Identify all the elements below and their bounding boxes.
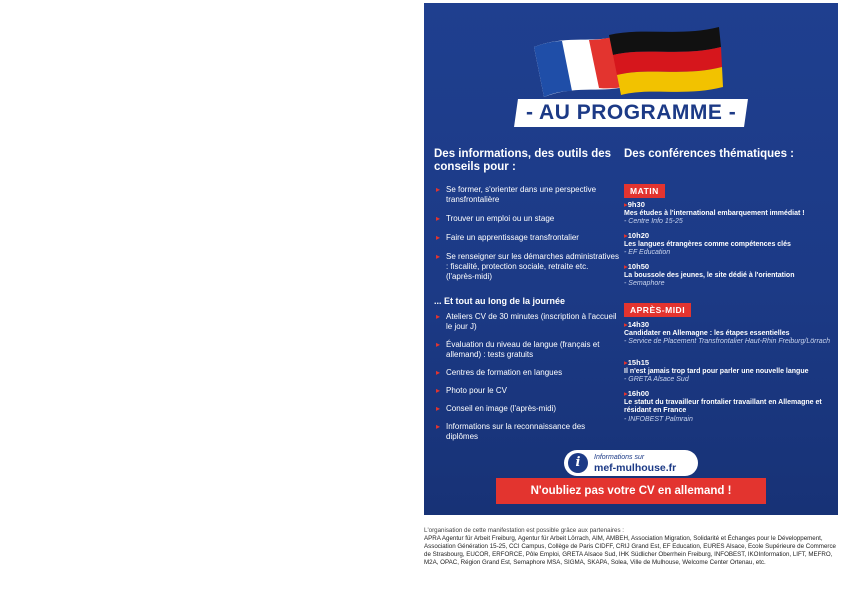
day-activities-list [434, 312, 619, 450]
talk-title: Il n'est jamais trop tard pour parler une nouvelle langue [624, 367, 809, 375]
morning-tag: MATIN [624, 184, 665, 198]
talk-time: ▸ 10h50 [624, 263, 834, 272]
partners-list: APRA Agentur für Arbeit Freiburg, Agentur für Arbeit Lörrach, AIM, AMBEH, Association Migration, Solidarité et Échanges pour le Développement, Association Génération 15-25, CCI Campus, Collège de Paris CIDFF, CRIJ Grand Est, EF Education, EURES Alsace, Ecole Supérieure de Commerce de Strasbourg, EUCOR, ERFORCE, Pôle Emploi, GRETA Alsace Sud, IHK Südlicher Oberrhein Freiburg, INFOBEST, IKOInformation, LIFT, MEFRO, M2A, OPAC, Région Grand Est, Semaphore MSA, SIGMA, SKAPA, Solea, Ville de Mulhouse, Welcome Center Ortenau, etc. [424, 535, 836, 566]
afternoon-tag: APRÈS-MIDI [624, 303, 691, 317]
website-link[interactable] [564, 450, 698, 476]
talk-speaker: - INFOBEST Palmrain [624, 415, 693, 423]
morning-talk [624, 201, 834, 227]
afternoon-talk [624, 321, 834, 347]
talk-time: ▸ 14h30 [624, 321, 834, 330]
talk-title: Candidater en Allemagne : les étapes essentielles [624, 329, 790, 337]
talk-title: Mes études à l'international embarquement immédiat ! [624, 209, 805, 217]
flyer [424, 3, 838, 515]
talk-speaker: - EF Education [624, 249, 671, 256]
info-icon: i [568, 453, 588, 473]
left-heading: Des informations, des outils des conseils pour : [434, 148, 612, 173]
list-item: ▸ Informations sur la reconnaissance des diplômes [434, 422, 619, 442]
list-item: ▸ Conseil en image (l'après-midi) [434, 404, 619, 414]
right-heading: Des conférences thématiques : [624, 148, 795, 160]
side-print-mark [828, 363, 836, 513]
list-item: ▸ Se former, s'orienter dans une perspective transfrontalière [434, 185, 619, 205]
talk-title: La boussole des jeunes, le site dédié à l'orientation [624, 271, 795, 279]
services-list [434, 185, 619, 291]
morning-talk [624, 232, 834, 258]
talk-speaker: - Semaphore [624, 280, 665, 287]
talk-title: Le statut du travailleur frontalier travaillant en Allemagne et résidant en France [624, 398, 822, 414]
website-url: mef-mulhouse.fr [594, 462, 677, 474]
list-item: ▸ Ateliers CV de 30 minutes (inscription à l'accueil le jour J) [434, 312, 619, 332]
programme-title [486, 99, 776, 129]
afternoon-talk [624, 359, 834, 385]
list-item: ▸ Évaluation du niveau de langue (français et allemand) : tests gratuits [434, 340, 619, 360]
partners-lead: L'organisation de cette manifestation est possible grâce aux partenaires : [424, 527, 624, 534]
talk-time: ▸ 9h30 [624, 201, 834, 210]
talk-title: Les langues étrangères comme compétences clés [624, 240, 791, 248]
info-label: Informations sur [594, 454, 645, 461]
talk-speaker: - Centre Info 15-25 [624, 218, 683, 225]
talk-time: ▸ 10h20 [624, 232, 834, 241]
talk-speaker: - Service de Placement Transfrontalier Haut-Rhin Freiburg/Lörrach [624, 338, 831, 345]
list-item: ▸ Trouver un emploi ou un stage [434, 214, 619, 224]
list-item: ▸ Photo pour le CV [434, 386, 619, 396]
partners-block [424, 527, 838, 567]
list-item: ▸ Faire un apprentissage transfrontalier [434, 233, 619, 243]
talk-speaker: - GRETA Alsace Sud [624, 376, 689, 383]
talk-time: ▸ 16h00 [624, 390, 834, 399]
list-item: ▸ Se renseigner sur les démarches administratives : fiscalité, protection sociale, retraite etc. (l'après-midi) [434, 252, 619, 282]
flags-image [529, 25, 724, 105]
list-item: ▸ Centres de formation en langues [434, 368, 619, 378]
programme-title-text: - AU PROGRAMME - [525, 101, 737, 124]
morning-talk [624, 263, 834, 289]
afternoon-talk [624, 390, 834, 424]
day-subheading: ... Et tout au long de la journée [434, 296, 566, 306]
cv-reminder-banner: N'oubliez pas votre CV en allemand ! [496, 478, 766, 504]
talk-time: ▸ 15h15 [624, 359, 834, 368]
